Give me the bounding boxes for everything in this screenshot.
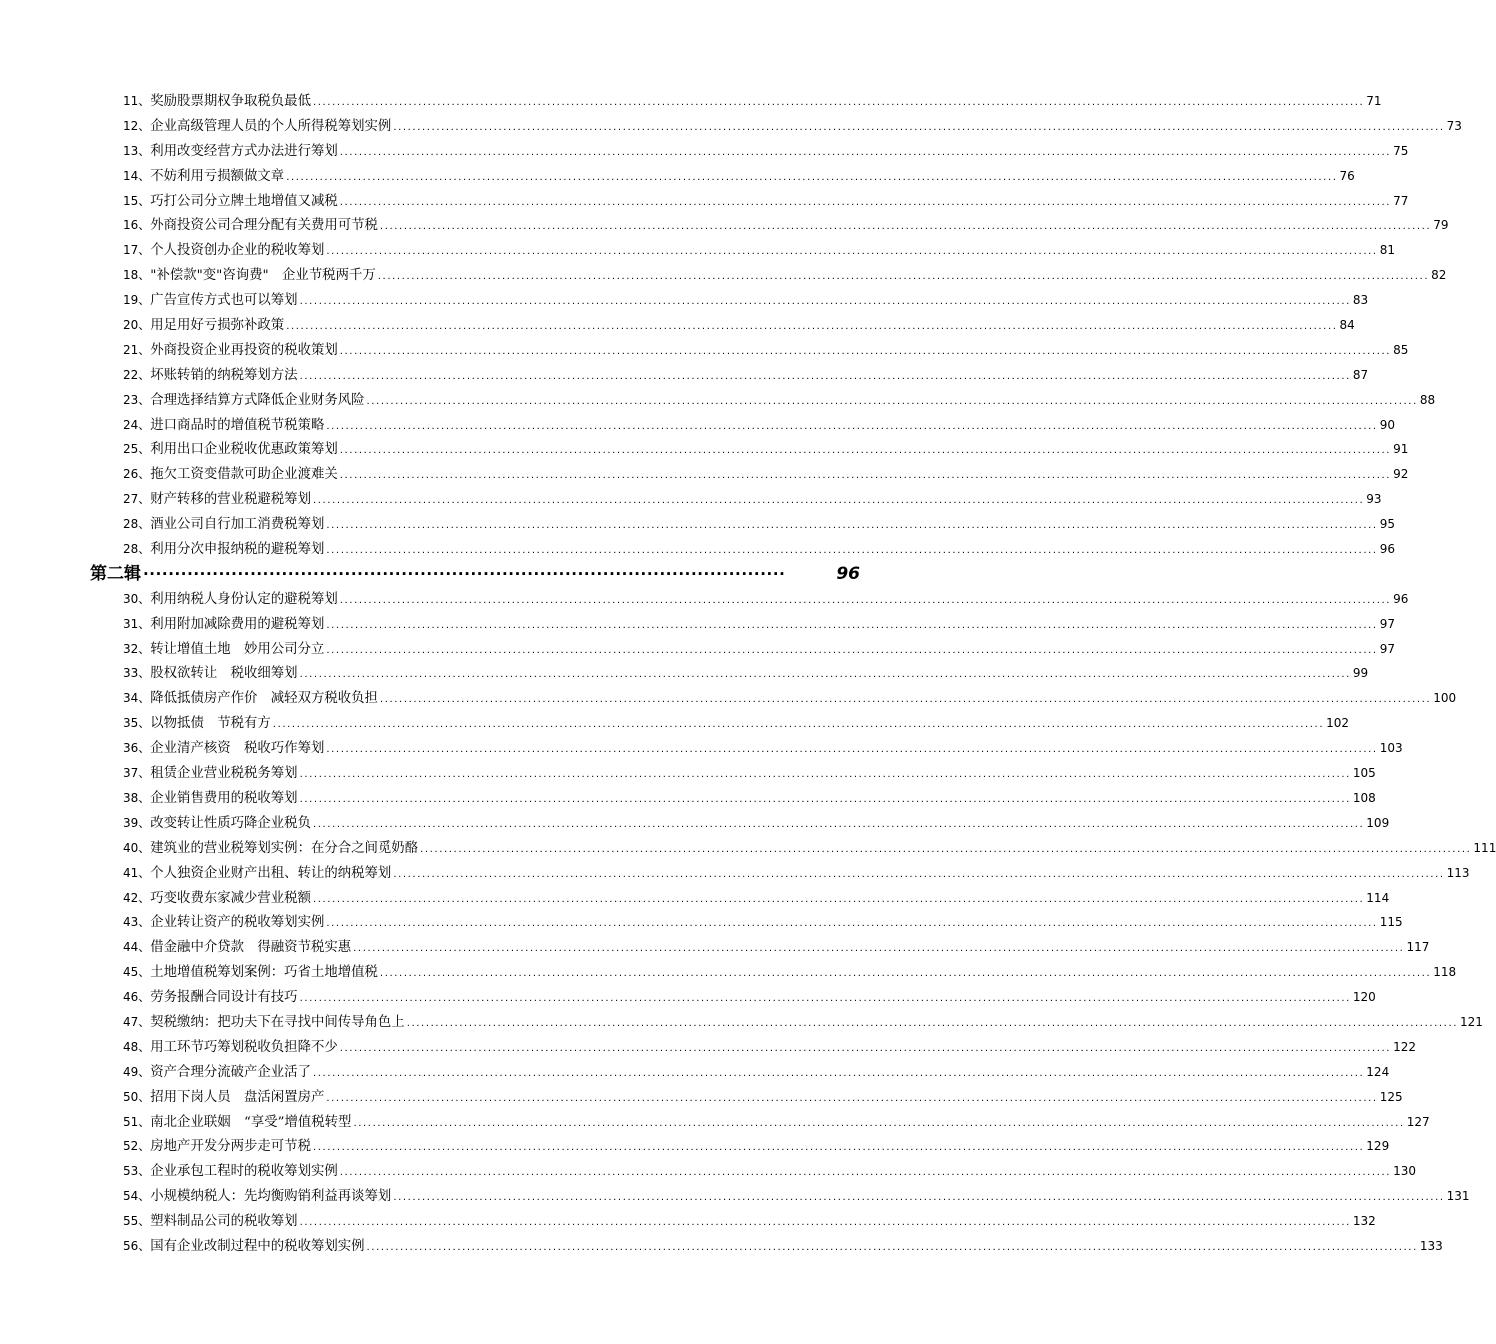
entry-page-number: 130 [1393, 1164, 1416, 1179]
dot-leader: ............................................................................................................................................................................................................................ [299, 769, 1351, 781]
dot-leader: ............................................................................................................................................................................................................................ [366, 1241, 1418, 1253]
entry-page-number: 97 [1379, 616, 1395, 631]
entry-page-number: 118 [1433, 965, 1457, 980]
toc-entry[interactable] [123, 661, 1369, 686]
entry-number: 19、 [123, 293, 151, 308]
entry-title: 不妨利用亏损额做文章 [150, 168, 285, 184]
entry-title: 塑料制品公司的税收筹划 [150, 1214, 298, 1230]
dot-leader: ............................................................................................................................................................................................................................ [339, 1167, 1392, 1179]
entry-number: 52、 [123, 1139, 151, 1154]
entry-page-number: 124 [1366, 1064, 1390, 1079]
entry-page-number: 125 [1379, 1089, 1403, 1104]
dot-leader: ............................................................................................................................................................................................................................ [299, 296, 1351, 308]
toc-entry[interactable] [123, 537, 1395, 562]
toc-entry[interactable] [123, 935, 1430, 960]
entry-title: 建筑业的营业税筹划实例：在分合之间觅奶酪 [150, 840, 419, 856]
toc-entry[interactable] [123, 836, 1496, 861]
entry-page-number: 82 [1431, 268, 1447, 283]
dot-leader: ............................................................................................................................................................................................................................ [379, 694, 1432, 706]
entry-title: 降低抵债房产作价 减轻双方税收负担 [150, 691, 378, 707]
entry-number: 55、 [123, 1214, 151, 1229]
dot-leader: ............................................................................................................................................................................................................................ [379, 221, 1432, 233]
toc-entry[interactable] [123, 786, 1376, 811]
entry-page-number: 95 [1379, 517, 1395, 532]
toc-entry[interactable] [123, 587, 1409, 612]
toc-entry[interactable] [123, 711, 1350, 736]
entry-page-number: 96 [1393, 591, 1409, 606]
entry-number: 27、 [123, 492, 151, 507]
entry-title: 酒业公司自行加工消费税筹划 [150, 517, 325, 533]
toc-entry[interactable] [123, 1134, 1390, 1159]
section-page-number: 96 [836, 563, 860, 584]
entry-title: 资产合理分流破产企业活了 [150, 1064, 311, 1080]
entry-title: 外商投资公司合理分配有关费用可节税 [150, 218, 378, 234]
entry-title: 企业销售费用的税收筹划 [150, 790, 298, 806]
dot-leader: ............................................................................................................................................................................................................................ [377, 271, 1430, 283]
entry-page-number: 113 [1446, 865, 1470, 880]
dot-leader: ............................................................................................................................................................................................................................ [326, 545, 1378, 557]
entry-number: 22、 [123, 367, 151, 382]
entry-page-number: 73 [1446, 118, 1462, 133]
entry-title: 坏账转销的纳税筹划方法 [150, 367, 298, 383]
dot-leader: ............................................................................................................................................................................................................................ [326, 918, 1378, 930]
entry-title: "补偿款"变"咨询费" 企业节税两千万 [150, 268, 376, 284]
dot-leader: ............................................................................................................................................................................................................................ [393, 1192, 1445, 1204]
toc-entry[interactable] [123, 487, 1382, 512]
entry-number: 35、 [123, 716, 151, 731]
entry-title: 拖欠工资变借款可助企业渡难关 [150, 467, 338, 483]
entry-title: 房地产开发分两步走可节税 [150, 1139, 311, 1155]
toc-entry[interactable] [123, 288, 1369, 313]
toc-entry[interactable] [123, 114, 1462, 139]
entry-number: 24、 [123, 417, 151, 432]
entry-title: 南北企业联姻 “享受”增值税转型 [150, 1114, 352, 1130]
entry-title: 个人投资创办企业的税收筹划 [150, 243, 325, 259]
entry-page-number: 97 [1379, 641, 1395, 656]
entry-title: 土地增值税筹划案例：巧省土地增值税 [150, 965, 378, 981]
entry-page-number: 79 [1433, 218, 1449, 233]
entry-number: 30、 [123, 591, 151, 606]
entry-title: 以物抵债 节税有方 [150, 716, 271, 732]
entry-page-number: 131 [1446, 1189, 1470, 1204]
dot-leader: ............................................................................................................................................................................................................................ [299, 669, 1351, 681]
entry-number: 39、 [123, 815, 151, 830]
entry-page-number: 85 [1393, 342, 1409, 357]
entry-page-number: 91 [1393, 442, 1409, 457]
toc-entry[interactable] [123, 910, 1403, 935]
entry-page-number: 127 [1406, 1114, 1430, 1129]
toc-entry[interactable] [123, 1110, 1430, 1135]
entry-number: 36、 [123, 741, 151, 756]
entry-title: 广告宣传方式也可以筹划 [150, 293, 298, 309]
entry-title: 利用出口企业税收优惠政策筹划 [150, 442, 338, 458]
entry-number: 28、 [123, 517, 151, 532]
entry-number: 15、 [123, 193, 151, 208]
dot-leader: ............................................................................................................................................................................................................................ [339, 345, 1392, 357]
toc-entry[interactable] [123, 1234, 1443, 1259]
entry-title: 企业转让资产的税收筹划实例 [150, 915, 325, 931]
entry-title: 财产转移的营业税避税筹划 [150, 492, 311, 508]
toc-entry[interactable] [123, 1085, 1403, 1110]
entry-number: 51、 [123, 1114, 151, 1129]
toc-entry[interactable] [123, 686, 1457, 711]
entry-number: 53、 [123, 1164, 151, 1179]
toc-entry[interactable] [123, 213, 1449, 238]
entry-title: 借金融中介贷款 得融资节税实惠 [150, 940, 352, 956]
dot-leader: ............................................................................................................................................................................................................................ [312, 818, 1365, 830]
entry-title: 股权欲转让 税收细筹划 [150, 666, 298, 682]
entry-page-number: 76 [1339, 168, 1355, 183]
entry-title: 用工环节巧筹划税收负担降不少 [150, 1039, 338, 1055]
entry-page-number: 99 [1352, 666, 1369, 681]
section-heading[interactable] [90, 562, 860, 587]
entry-page-number: 129 [1366, 1139, 1390, 1154]
toc-list-first [123, 89, 1462, 562]
entry-title: 外商投资企业再投资的税收策划 [150, 342, 338, 358]
dot-leader: ............................................................................................................................................................................................................................ [366, 395, 1418, 407]
toc-entry[interactable] [123, 437, 1409, 462]
entry-number: 33、 [123, 666, 151, 681]
entry-title: 企业承包工程时的税收筹划实例 [150, 1164, 338, 1180]
entry-page-number: 122 [1393, 1039, 1416, 1054]
toc-entry[interactable] [123, 1159, 1416, 1184]
dot-leader: ............................................................................................................................................................................................................................ [339, 445, 1392, 457]
toc-entry[interactable] [123, 612, 1395, 637]
dot-leader: ............................................................................................................................................................................................................................ [339, 196, 1392, 208]
toc-entry[interactable] [123, 263, 1447, 288]
toc-entry[interactable] [123, 811, 1390, 836]
entry-number: 23、 [123, 392, 151, 407]
dot-leader: ............................................................................................................................................................................................................................ [379, 968, 1432, 980]
entry-title: 个人独资企业财产出租、转让的纳税筹划 [150, 865, 392, 881]
entry-number: 28、 [123, 542, 151, 557]
toc-entry[interactable] [123, 413, 1395, 438]
entry-page-number: 88 [1419, 392, 1436, 407]
entry-number: 25、 [123, 442, 151, 457]
dot-leader: ............................................................................................................................................................................................................................ [299, 1217, 1351, 1229]
dot-leader: ............................................................................................................................................................................................................................ [326, 744, 1378, 756]
entry-page-number: 93 [1366, 492, 1382, 507]
entry-number: 17、 [123, 243, 151, 258]
entry-page-number: 83 [1352, 293, 1369, 308]
entry-title: 奖励股票期权争取税负最低 [150, 94, 311, 109]
entry-page-number: 133 [1419, 1238, 1443, 1253]
dot-leader: ............................................................................................................................................................................................................................ [393, 121, 1445, 133]
entry-number: 45、 [123, 965, 151, 980]
entry-title: 招用下岗人员 盘活闲置房产 [150, 1089, 325, 1105]
toc-entry[interactable] [123, 736, 1403, 761]
dot-leader: ............................................................................................................................................................................................................................ [353, 943, 1405, 955]
entry-title: 改变转让性质巧降企业税负 [150, 815, 311, 831]
toc-entry[interactable] [123, 388, 1436, 413]
dot-leader: ............................................................................................................................................................................................................................ [326, 246, 1378, 258]
entry-title: 进口商品时的增值税节税策略 [150, 417, 325, 433]
entry-number: 50、 [123, 1089, 151, 1104]
entry-number: 41、 [123, 865, 151, 880]
entry-page-number: 84 [1339, 318, 1355, 333]
entry-title: 巧打公司分立牌土地增值又减税 [150, 193, 338, 209]
entry-page-number: 103 [1379, 741, 1403, 756]
entry-title: 企业高级管理人员的个人所得税筹划实例 [150, 118, 392, 134]
entry-number: 12、 [123, 118, 151, 133]
entry-page-number: 117 [1406, 940, 1430, 955]
entry-page-number: 108 [1352, 790, 1376, 805]
dot-leader: ............................................................................................................................................................................................................................ [299, 370, 1351, 382]
entry-page-number: 81 [1379, 243, 1395, 258]
dot-leader: ............................................................................................................................................................................................................................ [326, 619, 1378, 631]
dot-leader: ............................................................................................................................................................................................................................ [326, 644, 1378, 656]
entry-number: 47、 [123, 1014, 151, 1029]
entry-number: 34、 [123, 691, 151, 706]
toc-entry[interactable] [123, 1209, 1376, 1234]
entry-title: 利用改变经营方式办法进行筹划 [150, 143, 338, 159]
section-title: 第二辑 [90, 563, 141, 584]
dot-leader: ............................................................................................................................................................................................................................ [353, 1117, 1405, 1129]
entry-page-number: 96 [1379, 542, 1395, 557]
entry-title: 转让增值土地 妙用公司分立 [150, 641, 325, 657]
toc-entry[interactable] [123, 1184, 1470, 1209]
toc-list-second [123, 587, 1496, 1259]
toc-entry[interactable] [123, 139, 1409, 164]
dot-leader: ............................................................................................................................................................................................................................ [312, 1067, 1365, 1079]
dot-leader: ............................................................................................................................................................................................................................ [272, 719, 1325, 731]
dot-leader: ............................................................................................................................................................................................................................ [286, 171, 1338, 183]
entry-title: 用足用好亏损弥补政策 [150, 318, 285, 334]
dot-leader: ............................................................................................................................................................................................................................ [299, 793, 1351, 805]
entry-number: 44、 [123, 940, 151, 955]
entry-number: 11、 [123, 94, 151, 108]
toc-entry[interactable] [123, 238, 1395, 263]
toc-entry[interactable] [123, 512, 1395, 537]
dot-leader: ······································································································ [143, 564, 786, 583]
toc-entry[interactable] [123, 313, 1355, 338]
entry-title: 租赁企业营业税税务筹划 [150, 766, 298, 782]
entry-number: 48、 [123, 1039, 151, 1054]
toc-entry[interactable] [123, 886, 1390, 911]
entry-page-number: 87 [1352, 367, 1369, 382]
entry-page-number: 115 [1379, 915, 1403, 930]
entry-number: 54、 [123, 1189, 151, 1204]
entry-title: 企业清产核资 税收巧作筹划 [150, 741, 325, 757]
toc-entry[interactable] [123, 960, 1457, 985]
toc-entry[interactable] [123, 861, 1470, 886]
entry-number: 16、 [123, 218, 151, 233]
entry-number: 43、 [123, 915, 151, 930]
toc-entry[interactable] [123, 189, 1409, 214]
entry-number: 56、 [123, 1238, 151, 1253]
entry-title: 劳务报酬合同设计有技巧 [150, 990, 298, 1006]
toc-entry[interactable] [123, 363, 1369, 388]
entry-page-number: 71 [1366, 94, 1382, 108]
entry-number: 14、 [123, 168, 151, 183]
dot-leader: ............................................................................................................................................................................................................................ [312, 1142, 1365, 1154]
entry-number: 31、 [123, 616, 151, 631]
entry-title: 合理选择结算方式降低企业财务风险 [150, 392, 365, 408]
toc-entry[interactable] [123, 761, 1376, 786]
entry-number: 18、 [123, 268, 151, 283]
toc-entry[interactable] [123, 462, 1409, 487]
entry-number: 46、 [123, 990, 151, 1005]
entry-number: 26、 [123, 467, 151, 482]
entry-number: 20、 [123, 318, 151, 333]
dot-leader: ............................................................................................................................................................................................................................ [339, 594, 1392, 606]
dot-leader: ............................................................................................................................................................................................................................ [326, 520, 1378, 532]
dot-leader: ............................................................................................................................................................................................................................ [326, 1092, 1378, 1104]
entry-number: 32、 [123, 641, 151, 656]
entry-number: 13、 [123, 143, 151, 158]
toc-entry[interactable] [123, 637, 1395, 662]
dot-leader: ............................................................................................................................................................................................................................ [393, 868, 1445, 880]
entry-title: 利用纳税人身份认定的避税筹划 [150, 591, 338, 607]
dot-leader: ............................................................................................................................................................................................................................ [326, 420, 1378, 432]
entry-page-number: 102 [1326, 716, 1350, 731]
entry-page-number: 111 [1473, 840, 1496, 855]
toc-entry[interactable] [123, 985, 1376, 1010]
dot-leader: ............................................................................................................................................................................................................................ [299, 993, 1351, 1005]
entry-title: 利用分次申报纳税的避税筹划 [150, 542, 325, 558]
entry-page-number: 77 [1393, 193, 1409, 208]
dot-leader: ............................................................................................................................................................................................................................ [339, 470, 1392, 482]
entry-number: 38、 [123, 790, 151, 805]
dot-leader: ............................................................................................................................................................................................................................ [286, 321, 1338, 333]
entry-page-number: 121 [1460, 1014, 1483, 1029]
entry-page-number: 120 [1352, 990, 1376, 1005]
toc-entry[interactable] [123, 1060, 1390, 1085]
entry-page-number: 109 [1366, 815, 1390, 830]
table-of-contents [90, 89, 1496, 1259]
entry-page-number: 75 [1393, 143, 1409, 158]
dot-leader: ............................................................................................................................................................................................................................ [312, 893, 1365, 905]
toc-entry[interactable] [123, 1035, 1416, 1060]
entry-number: 21、 [123, 342, 151, 357]
entry-title: 巧变收费东家减少营业税额 [150, 890, 311, 906]
entry-page-number: 114 [1366, 890, 1390, 905]
toc-entry[interactable] [123, 1010, 1483, 1035]
dot-leader: ............................................................................................................................................................................................................................ [312, 97, 1365, 108]
dot-leader: ............................................................................................................................................................................................................................ [406, 1017, 1459, 1029]
entry-page-number: 132 [1352, 1214, 1376, 1229]
toc-entry[interactable] [123, 164, 1355, 189]
entry-number: 42、 [123, 890, 151, 905]
entry-page-number: 92 [1393, 467, 1409, 482]
entry-title: 契税缴纳：把功夫下在寻找中间传导角色上 [150, 1014, 405, 1030]
entry-title: 小规模纳税人：先均衡购销利益再谈筹划 [150, 1189, 392, 1205]
dot-leader: ............................................................................................................................................................................................................................ [312, 495, 1365, 507]
entry-title: 利用附加减除费用的避税筹划 [150, 616, 325, 632]
entry-number: 37、 [123, 766, 151, 781]
entry-page-number: 90 [1379, 417, 1395, 432]
entry-number: 49、 [123, 1064, 151, 1079]
entry-page-number: 105 [1352, 766, 1376, 781]
toc-entry[interactable] [123, 89, 1382, 114]
toc-entry[interactable] [123, 338, 1409, 363]
dot-leader: ............................................................................................................................................................................................................................ [339, 1042, 1392, 1054]
entry-number: 40、 [123, 840, 151, 855]
dot-leader: ............................................................................................................................................................................................................................ [339, 146, 1392, 158]
dot-leader: ............................................................................................................................................................................................................................ [420, 843, 1472, 855]
entry-page-number: 100 [1433, 691, 1457, 706]
entry-title: 国有企业改制过程中的税收筹划实例 [150, 1238, 365, 1254]
